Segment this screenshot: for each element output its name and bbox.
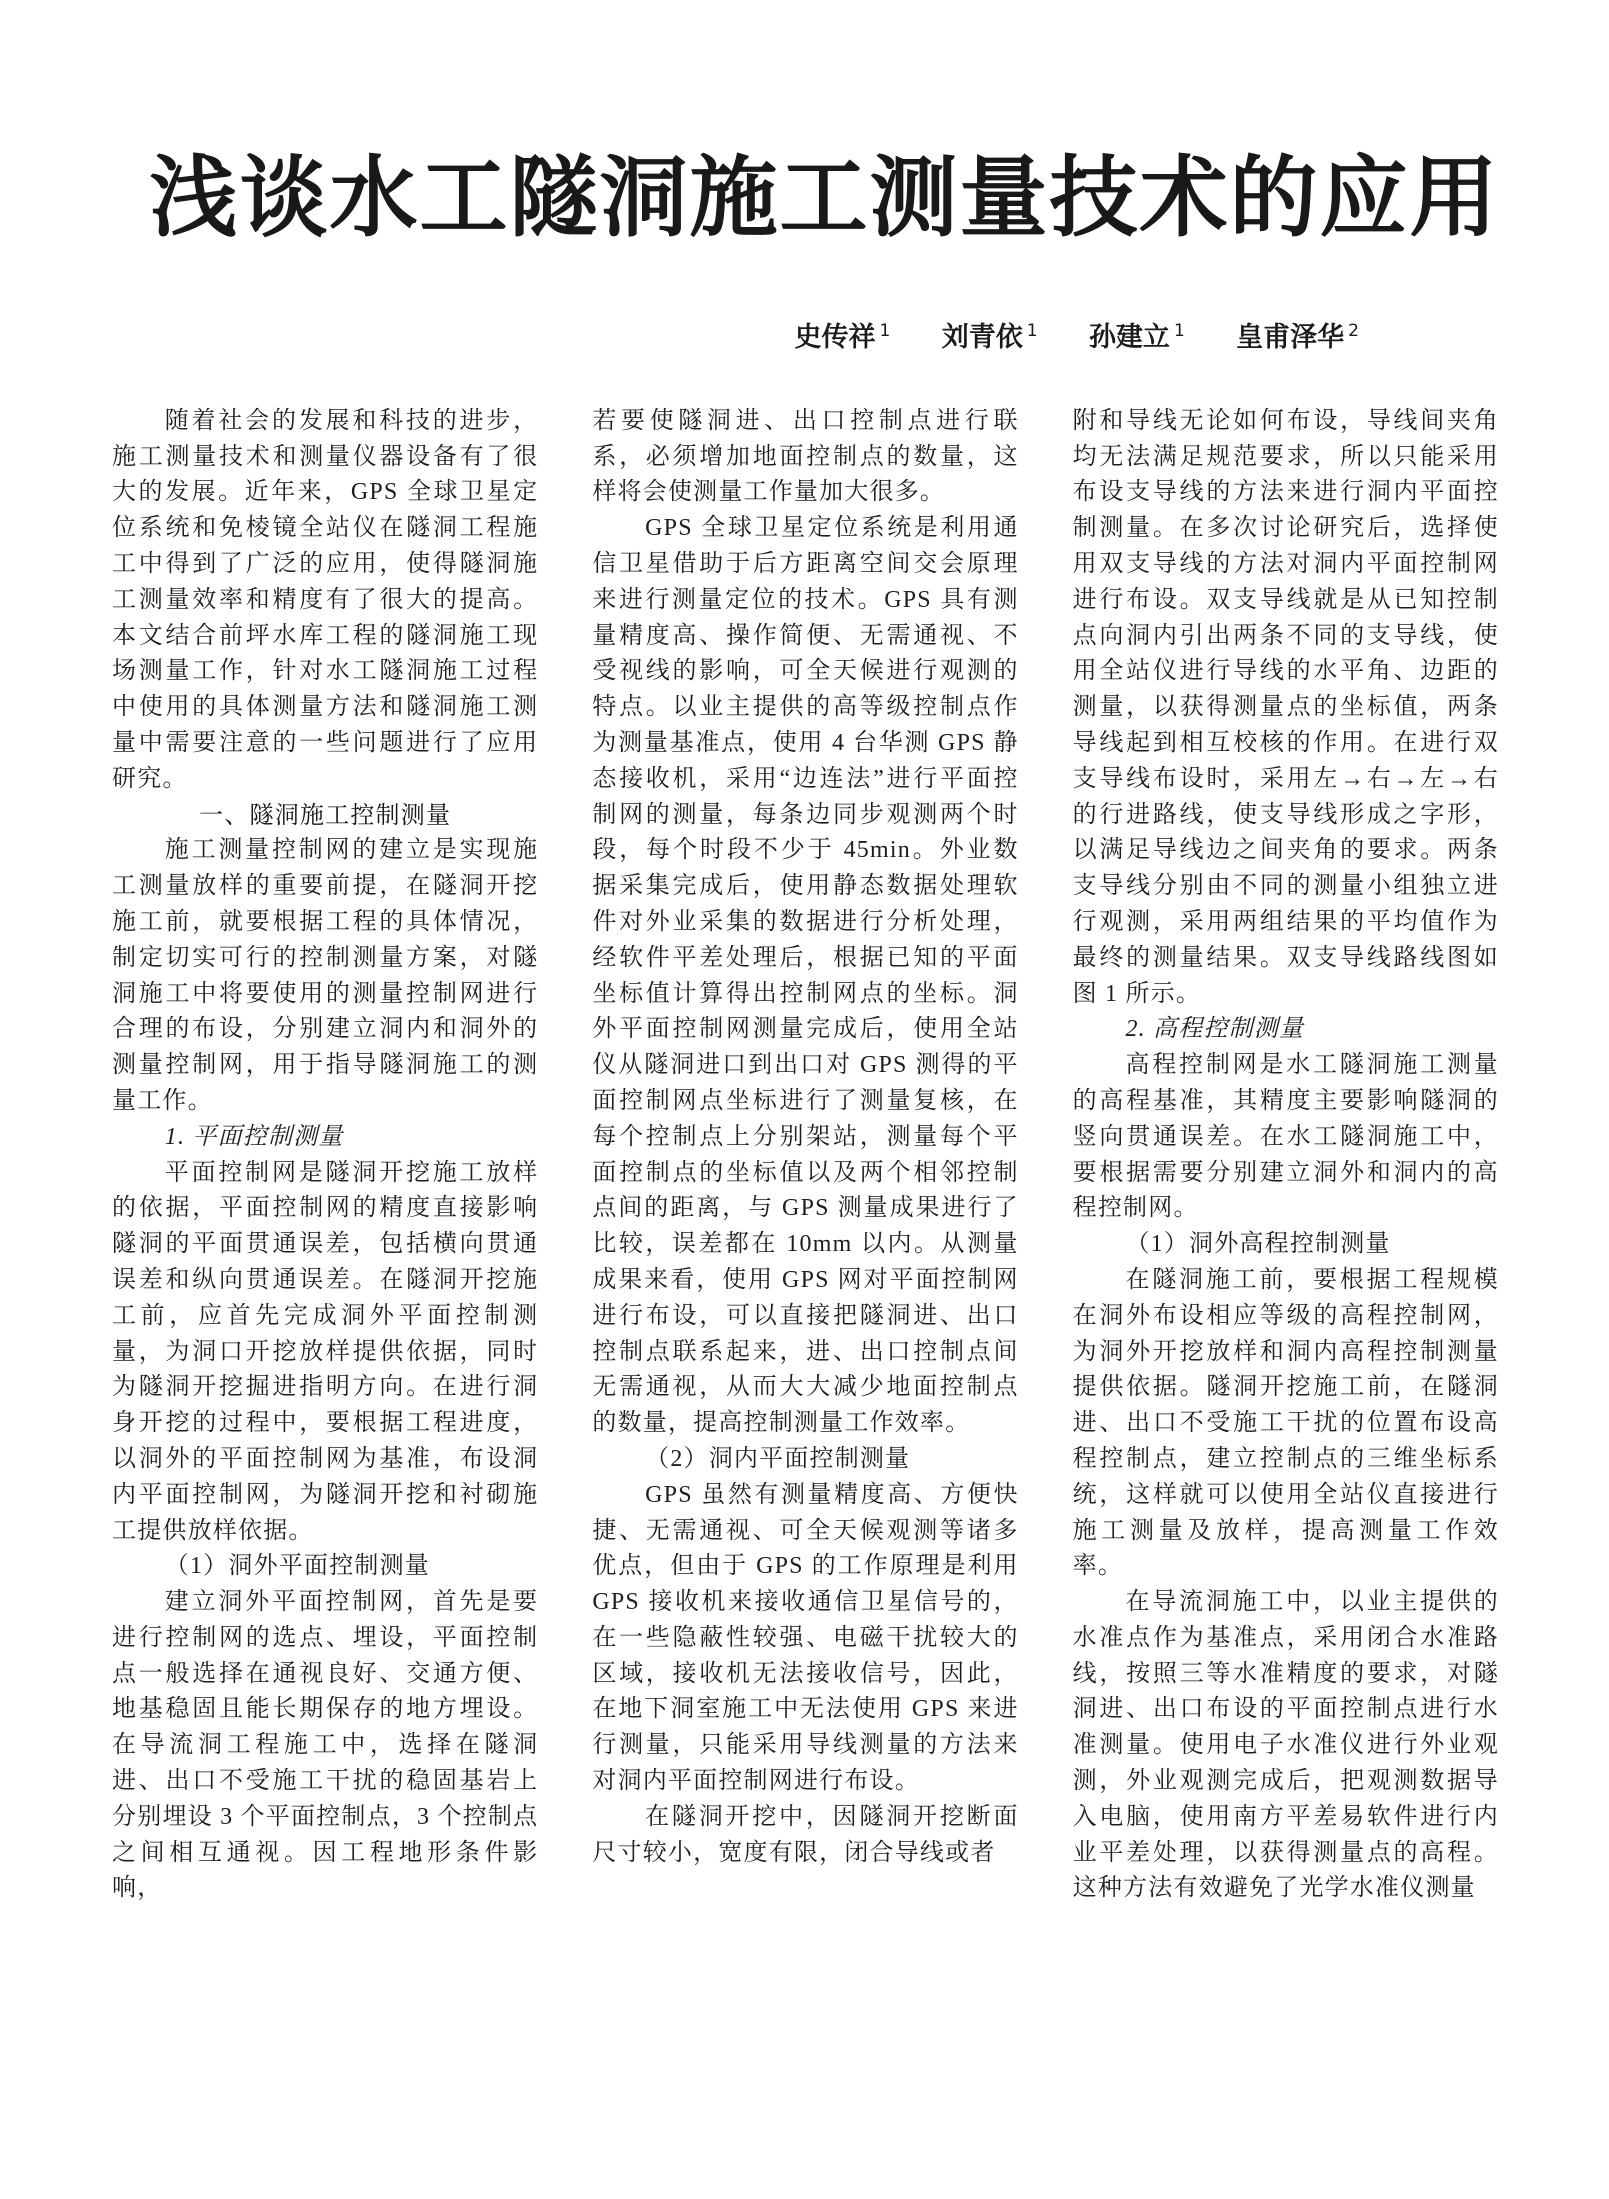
column-1 (112, 404, 538, 1907)
paragraph: 在导流洞施工中，以业主提供的水准点作为基准点，采用闭合水准路线，按照三等水准精度的要求，对隧洞进、出口布设的平面控制点进行水准测量。使用电子水准仪进行外业观测，外业观测完成后，把观测数据导入电脑，使用南方平差易软件进行内业平差处理，以获得测量点的高程。这种方法有效避免了光学水准仪测量 (1072, 1589, 1499, 1902)
author (942, 315, 1038, 354)
author-line (110, 315, 1359, 354)
subsection-heading: 2. 高程控制测量 (1125, 1016, 1305, 1043)
author-affiliation-mark: 1 (1026, 320, 1038, 341)
paragraph: 随着社会的发展和科技的进步，施工测量技术和测量仪器设备有了很大的发展。近年来，GPS 全球卫星定位系统和免棱镜全站仪在隧洞工程施工中得到了广泛的应用，使得隧洞施工测量效率和精度有了很大的提高。本文结合前坪水库工程的隧洞施工现场测量工作，针对水工隧洞施工过程中使用的具体测量方法和隧洞施工测量中需要注意的一些问题进行了应用研究。 (112, 407, 539, 792)
author-name: 孙建立 (1088, 321, 1170, 353)
author-name: 皇甫泽华 (1236, 321, 1345, 353)
article-columns (112, 404, 1499, 1907)
paragraph: GPS 虽然有测量精度高、方便快捷、无需通视、可全天候观测等诸多优点，但由于 GPS 的工作原理是利用 GPS 接收机来接收通信卫星信号的，在一些隐蔽性较强、电磁干扰较大的区域，接收机无法接收信号，因此，在地下洞室施工中无法使用 GPS 来进行测量，只能采用导线测量的方法来对洞内平面控制网进行布设。 (592, 1481, 1019, 1795)
author-affiliation-mark: 1 (1173, 320, 1185, 341)
paragraph-continuation: 附和导线无论如何布设，导线间夹角均无法满足规范要求，所以只能采用布设支导线的方法来进行洞内平面控制测量。在多次讨论研究后，选择使用双支导线的方法对洞内平面控制网进行布设。双支导线就是从已知控制点向洞内引出两条不同的支导线，使用全站仪进行导线的水平角、边距的测量，以获得测量点的坐标值，两条导线起到相互校核的作用。在进行双支导线布设时，采用左→右→左→右的行进路线，使支导线形成之字形，以满足导线边之间夹角的要求。两条支导线分别由不同的测量小组独立进行观测，采用两组结果的平均值作为最终的测量结果。双支导线路线图如图 1 所示。 (1072, 407, 1499, 1007)
subsubsection-heading: （1）洞外高程控制测量 (1125, 1231, 1391, 1258)
author (1236, 315, 1359, 354)
paragraph-continuation: 若要使隧洞进、出口控制点进行联系，必须增加地面控制点的数量，这样将会使测量工作量加大很多。 (592, 407, 1019, 506)
paragraph: 施工测量控制网的建立是实现施工测量放样的重要前提，在隧洞开挖施工前，就要根据工程的具体情况，制定切实可行的控制测量方案，对隧洞施工中将要使用的测量控制网进行合理的布设，分别建立洞内和洞外的测量控制网，用于指导隧洞施工的测量工作。 (112, 837, 539, 1114)
subsubsection-heading: （1）洞外平面控制测量 (164, 1553, 430, 1580)
author (1089, 315, 1185, 354)
paragraph: 高程控制网是水工隧洞施工测量的高程基准，其精度主要影响隧洞的竖向贯通误差。在水工隧洞施工中，要根据需要分别建立洞外和洞内的高程控制网。 (1072, 1052, 1499, 1222)
subsubsection-heading: （2）洞内平面控制测量 (645, 1445, 911, 1472)
author-name: 史传祥 (794, 321, 876, 353)
paragraph: 在隧洞施工前，要根据工程规模在洞外布设相应等级的高程控制网，为洞外开挖放样和洞内高程控制测量提供依据。隧洞开挖施工前，在隧洞进、出口不受施工干扰的位置布设高程控制点，建立控制点的三维坐标系统，这样就可以使用全站仪直接进行施工测量及放样，提高测量工作效率。 (1072, 1266, 1499, 1580)
author-affiliation-mark: 1 (879, 320, 891, 341)
column-2 (592, 404, 1018, 1907)
paragraph: GPS 全球卫星定位系统是利用通信卫星借助于后方距离空间交会原理来进行测量定位的技术。GPS 具有测量精度高、操作简便、无需通视、不受视线的影响，可全天候进行观测的特点。以业主提供的高等级控制点作为测量基准点，使用 4 台华测 GPS 静态接收机，采用“边连法”进行平面控制网的测量，每条边同步观测两个时段，每个时段不少于 45min。外业数据采集完成后，使用静态数据处理软件对外业采集的数据进行分析处理，经软件平差处理后，根据已知的平面坐标值计算得出控制网点的坐标。洞外平面控制网测量完成后，使用全站仪从隧洞进口到出口对 GPS 测得的平面控制网点坐标进行了测量复核，在每个控制点上分别架站，测量每个平面控制点的坐标值以及两个相邻控制点间的距离，与 GPS 测量成果进行了比较，误差都在 10mm 以内。从测量成果来看，使用 GPS 网对平面控制网进行布设，可以直接把隧洞进、出口控制点联系起来，进、出口控制点间无需通视，从而大大减少地面控制点的数量，提高控制测量工作效率。 (592, 515, 1019, 1437)
author-name: 刘青依 (941, 321, 1023, 353)
author (794, 315, 890, 354)
paragraph: 在隧洞开挖中，因隧洞开挖断面尺寸较小，宽度有限，闭合导线或者 (592, 1803, 1019, 1866)
author-affiliation-mark: 2 (1348, 320, 1359, 341)
paper-title: 浅谈水工隧洞施工测量技术的应用 (149, 146, 1500, 249)
column-3 (1073, 404, 1499, 1907)
paragraph: 平面控制网是隧洞开挖施工放样的依据，平面控制网的精度直接影响隧洞的平面贯通误差，包括横向贯通误差和纵向贯通误差。在隧洞开挖施工前，应首先完成洞外平面控制测量，为洞口开挖放样提供依据，同时为隧洞开挖掘进指明方向。在进行洞身开挖的过程中，要根据工程进度，以洞外的平面控制网为基准，布设洞内平面控制网，为隧洞开挖和衬砌施工提供放样依据。 (112, 1159, 539, 1544)
paragraph: 建立洞外平面控制网，首先是要进行控制网的选点、埋设，平面控制点一般选择在通视良好、交通方便、地基稳固且能长期保存的地方埋设。在导流洞工程施工中，选择在隧洞进、出口不受施工干扰的稳固基岩上分别埋设 3 个平面控制点，3 个控制点之间相互通视。因工程地形条件影响， (112, 1589, 539, 1902)
section-heading: 一、隧洞施工控制测量 (199, 800, 452, 829)
subsection-heading: 1. 平面控制测量 (164, 1123, 344, 1150)
